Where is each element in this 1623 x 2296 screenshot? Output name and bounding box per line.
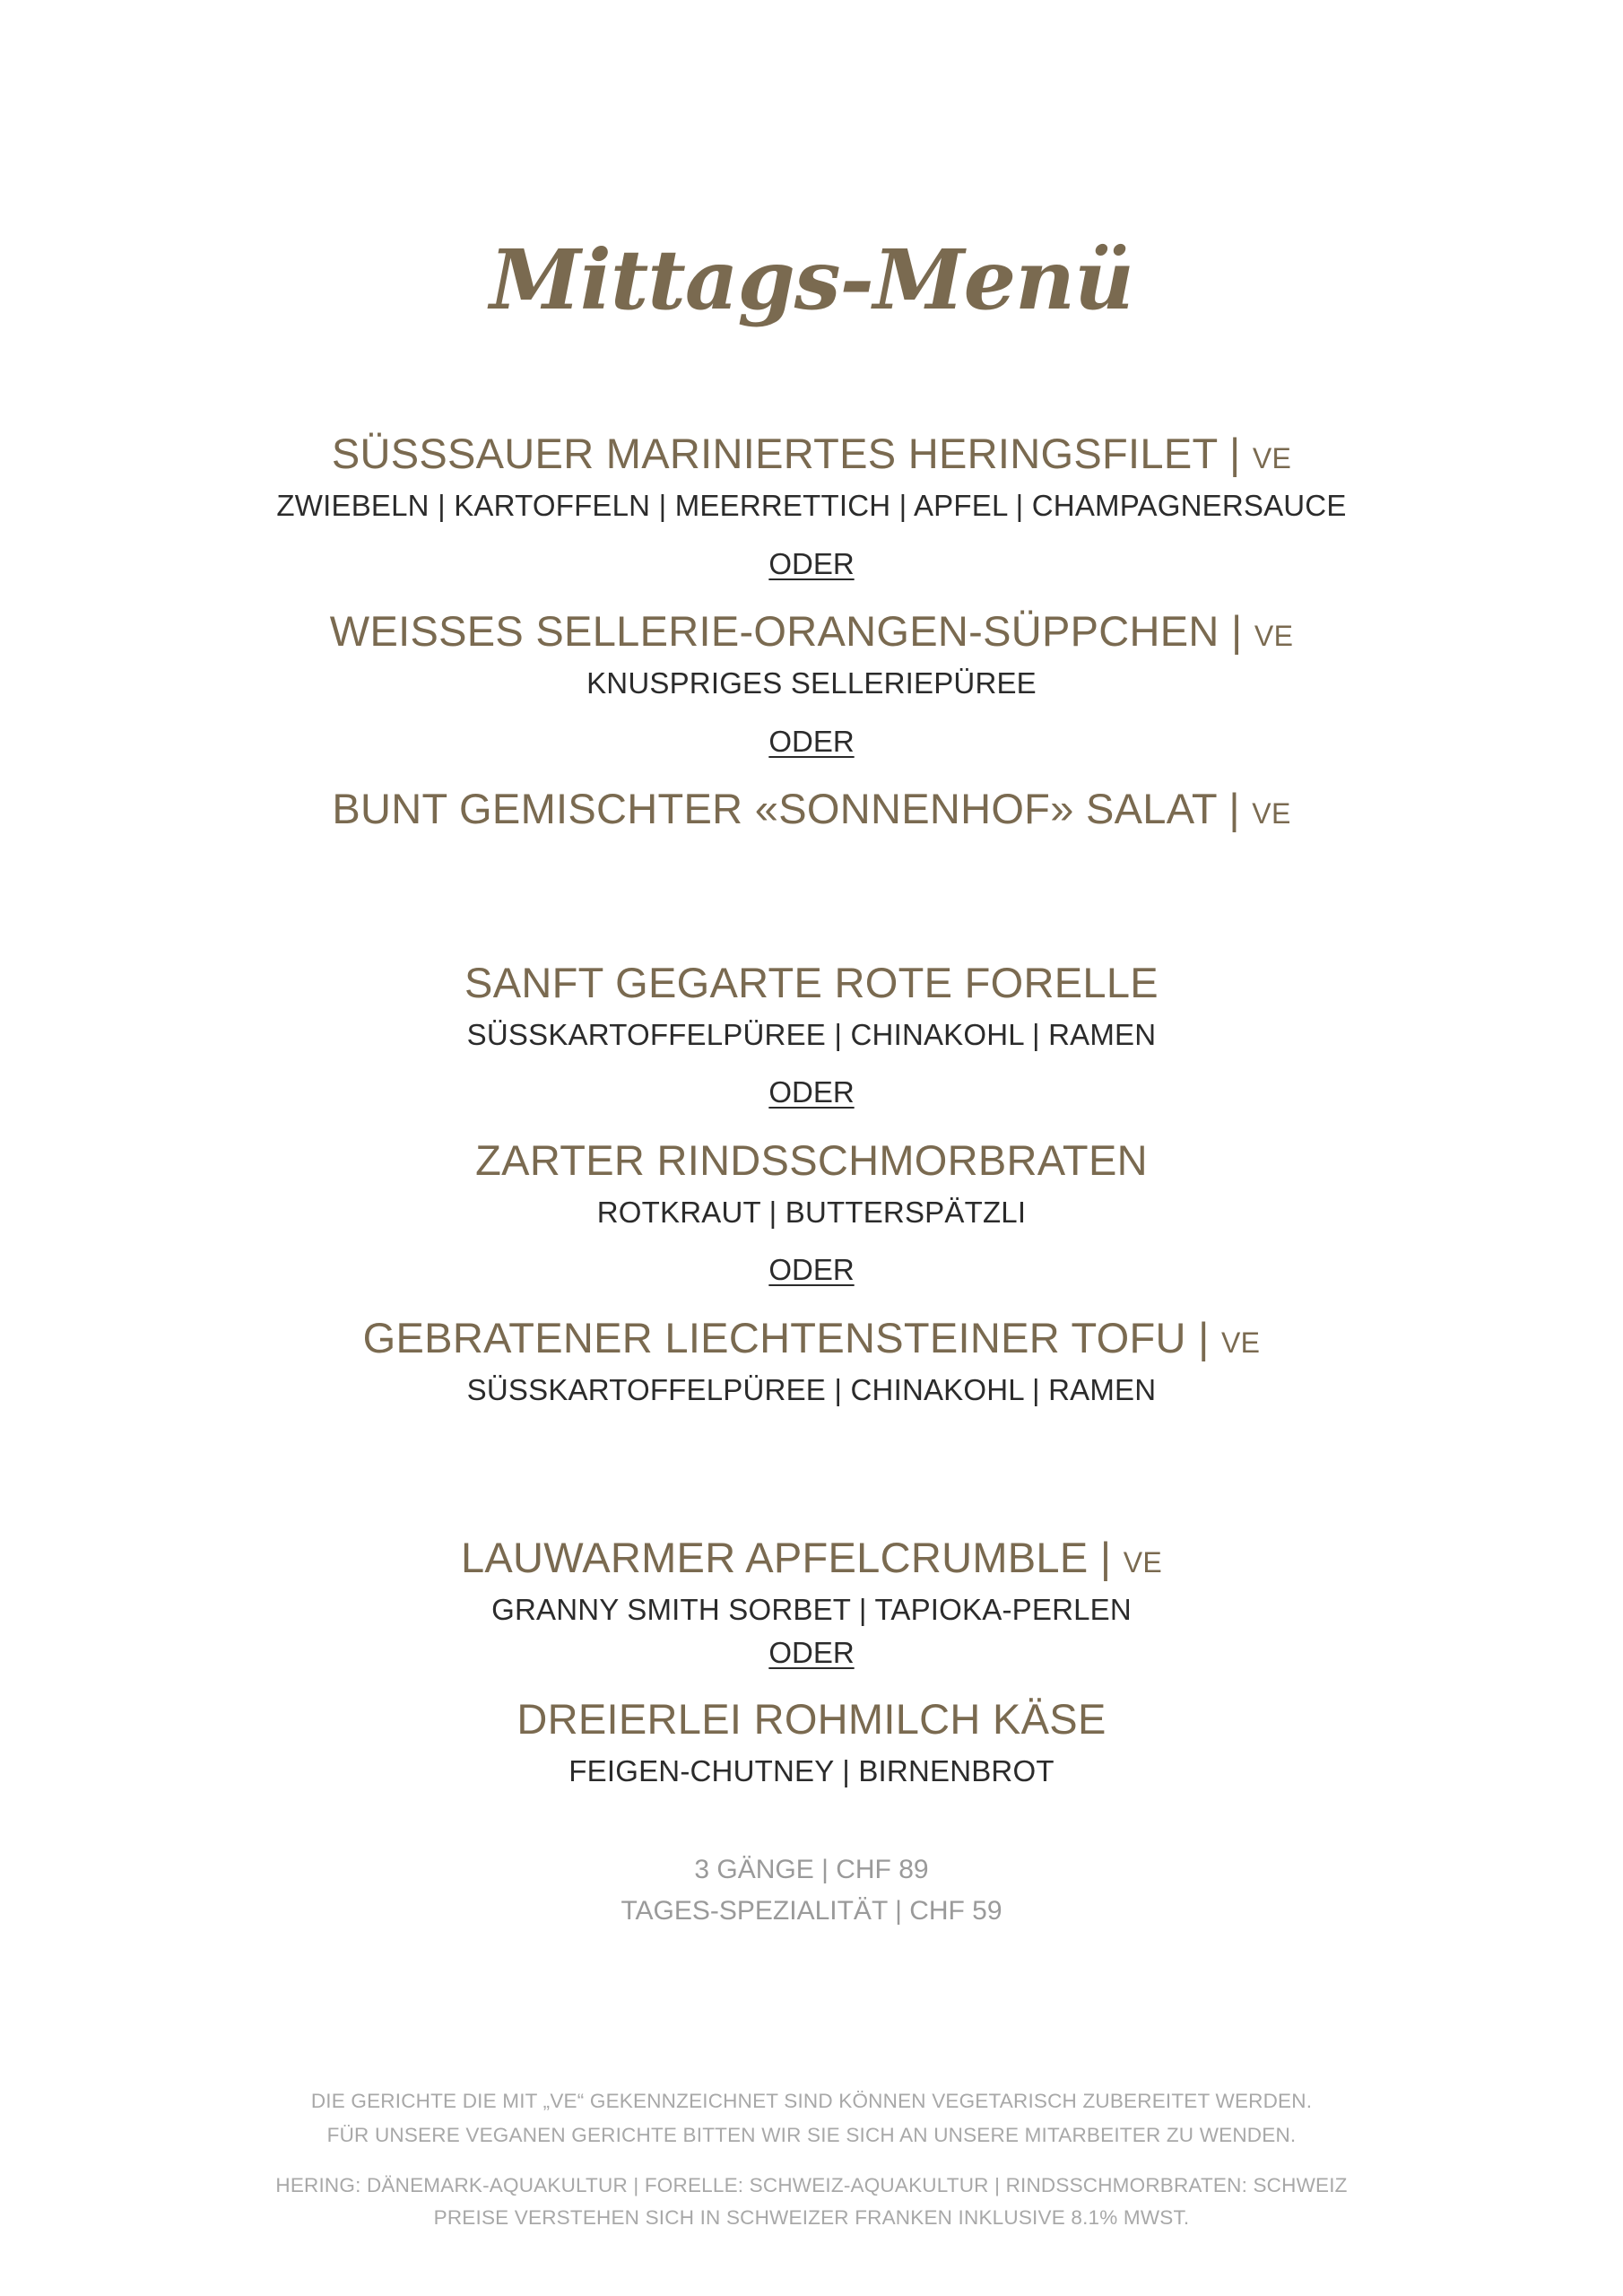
dish-cheese-sides: FEIGEN-CHUTNEY | BIRNENBROT	[568, 1754, 1055, 1787]
dish-braised-beef-sides: ROTKRAUT | BUTTERSPÄTZLI	[596, 1196, 1027, 1229]
oder-divider: ODER	[768, 1253, 855, 1286]
dish-trout	[0, 958, 1623, 1007]
footnote-origin: HERING: DÄNEMARK-AQUAKULTUR | FORELLE: SCHWEIZ-AQUAKULTUR | RINDSSCHMORBRATEN: SCHWEIZ	[275, 2174, 1348, 2196]
page-title: Mittags-Menü	[490, 231, 1133, 328]
dish-name: WEISSES SELLERIE-ORANGEN-SÜPPCHEN	[329, 607, 1219, 655]
dish-name: SÜSSSAUER MARINIERTES HERINGSFILET	[331, 430, 1218, 477]
dish-herring	[0, 429, 1623, 478]
ve-tag: VE	[1252, 442, 1292, 474]
dish-apple-crumble	[0, 1533, 1623, 1582]
dish-name: BUNT GEMISCHTER «SONNENHOF» SALAT	[332, 785, 1218, 832]
separator: |	[1228, 785, 1240, 832]
dish-braised-beef	[0, 1135, 1623, 1185]
dish-name: DREIERLEI ROHMILCH KÄSE	[516, 1695, 1107, 1743]
footnote-vat: PREISE VERSTEHEN SICH IN SCHWEIZER FRANKEN INKLUSIVE 8.1% MWST.	[433, 2206, 1190, 2229]
dish-herring-sides: ZWIEBELN | KARTOFFELN | MEERRETTICH | APFEL | CHAMPAGNERSAUCE	[276, 489, 1347, 522]
ve-tag: VE	[1252, 797, 1291, 830]
ve-tag: VE	[1123, 1546, 1163, 1578]
ve-tag: VE	[1254, 620, 1294, 652]
dish-name: GEBRATENER LIECHTENSTEINER TOFU	[362, 1314, 1186, 1361]
dish-cheese	[0, 1694, 1623, 1744]
oder-divider: ODER	[768, 1636, 855, 1669]
ve-tag: VE	[1221, 1326, 1261, 1359]
dish-soup-sides: KNUSPRIGES SELLERIEPÜREE	[586, 666, 1037, 700]
dish-trout-sides: SÜSSKARTOFFELPÜREE | CHINAKOHL | RAMEN	[466, 1018, 1157, 1051]
dish-soup	[0, 606, 1623, 656]
separator: |	[1099, 1534, 1112, 1581]
dish-apple-crumble-sides: GRANNY SMITH SORBET | TAPIOKA-PERLEN	[491, 1593, 1132, 1626]
separator: |	[1229, 430, 1241, 477]
dish-tofu	[0, 1313, 1623, 1362]
separator: |	[1198, 1314, 1210, 1361]
dish-name: SANFT GEGARTE ROTE FORELLE	[464, 959, 1159, 1006]
oder-divider: ODER	[768, 1075, 855, 1109]
price-three-courses: 3 GÄNGE | CHF 89	[694, 1855, 929, 1884]
separator: |	[1231, 607, 1243, 655]
dish-name: ZARTER RINDSSCHMORBRATEN	[475, 1136, 1148, 1184]
dish-name: LAUWARMER APFELCRUMBLE	[460, 1534, 1089, 1581]
dish-tofu-sides: SÜSSKARTOFFELPÜREE | CHINAKOHL | RAMEN	[466, 1373, 1157, 1406]
dish-salad	[0, 784, 1623, 833]
oder-divider: ODER	[768, 725, 855, 758]
footnote-vegetarian: DIE GERICHTE DIE MIT „VE“ GEKENNZEICHNET SIND KÖNNEN VEGETARISCH ZUBEREITET WERDEN.	[310, 2090, 1313, 2112]
price-daily-special: TAGES-SPEZIALITÄT | CHF 59	[621, 1896, 1002, 1926]
oder-divider: ODER	[768, 547, 855, 580]
footnote-vegan: FÜR UNSERE VEGANEN GERICHTE BITTEN WIR SIE SICH AN UNSERE MITARBEITER ZU WENDEN.	[326, 2124, 1297, 2146]
